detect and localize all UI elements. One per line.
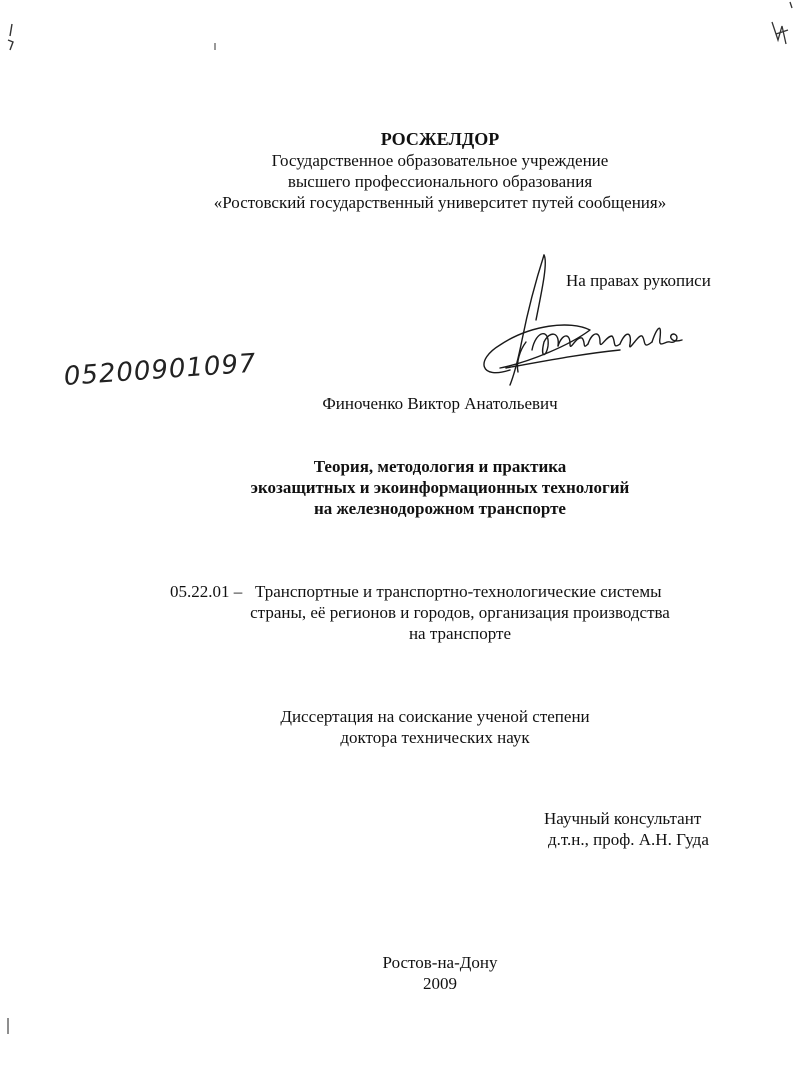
specialty-line-3: на транспорте xyxy=(408,624,512,643)
specialty-row-1 xyxy=(170,581,730,602)
city: Ростов-на-Дону xyxy=(382,953,498,972)
author-name-text: Финоченко Виктор Анатольевич xyxy=(322,394,558,413)
specialty-block xyxy=(170,581,730,644)
advisor-block xyxy=(544,808,709,850)
title-line-3: на железнодорожном транспорте xyxy=(314,499,566,518)
org-line-2: высшего профессионального образования xyxy=(287,172,593,191)
degree-line-1: Диссертация на соискание ученой степени xyxy=(280,707,590,726)
registration-number: 05200901097 xyxy=(62,348,258,392)
ministry-name: РОСЖЕЛДОР xyxy=(380,129,500,149)
author-name xyxy=(290,393,590,414)
specialty-code: 05.22.01 – xyxy=(170,582,243,601)
specialty-line-1: Транспортные и транспортно-технологические системы xyxy=(255,582,662,601)
org-line-3: «Ростовский государственный университет путей сообщения» xyxy=(213,193,667,212)
title-line-1: Теория, методология и практика xyxy=(313,457,567,476)
organization-header xyxy=(150,129,730,213)
org-line-1: Государственное образовательное учреждение xyxy=(271,151,609,170)
place-and-year xyxy=(330,952,550,994)
scan-mark-right xyxy=(762,0,796,52)
degree-line-2: доктора технических наук xyxy=(340,728,530,747)
title-line-2: экозащитных и экоинформационных технологий xyxy=(250,478,630,497)
scan-mark-left xyxy=(4,22,18,54)
scan-dot-top xyxy=(212,42,218,52)
year: 2009 xyxy=(423,974,457,993)
dissertation-title xyxy=(190,456,690,519)
degree-block xyxy=(240,706,630,748)
advisor-role: Научный консультант xyxy=(544,809,702,828)
advisor-name: д.т.н., проф. А.Н. Гуда xyxy=(548,830,709,849)
specialty-line-2: страны, её регионов и городов, организация производства xyxy=(250,603,670,622)
rights-note: На правах рукописи xyxy=(566,271,711,290)
scan-mark-bottom-left xyxy=(4,1016,12,1038)
